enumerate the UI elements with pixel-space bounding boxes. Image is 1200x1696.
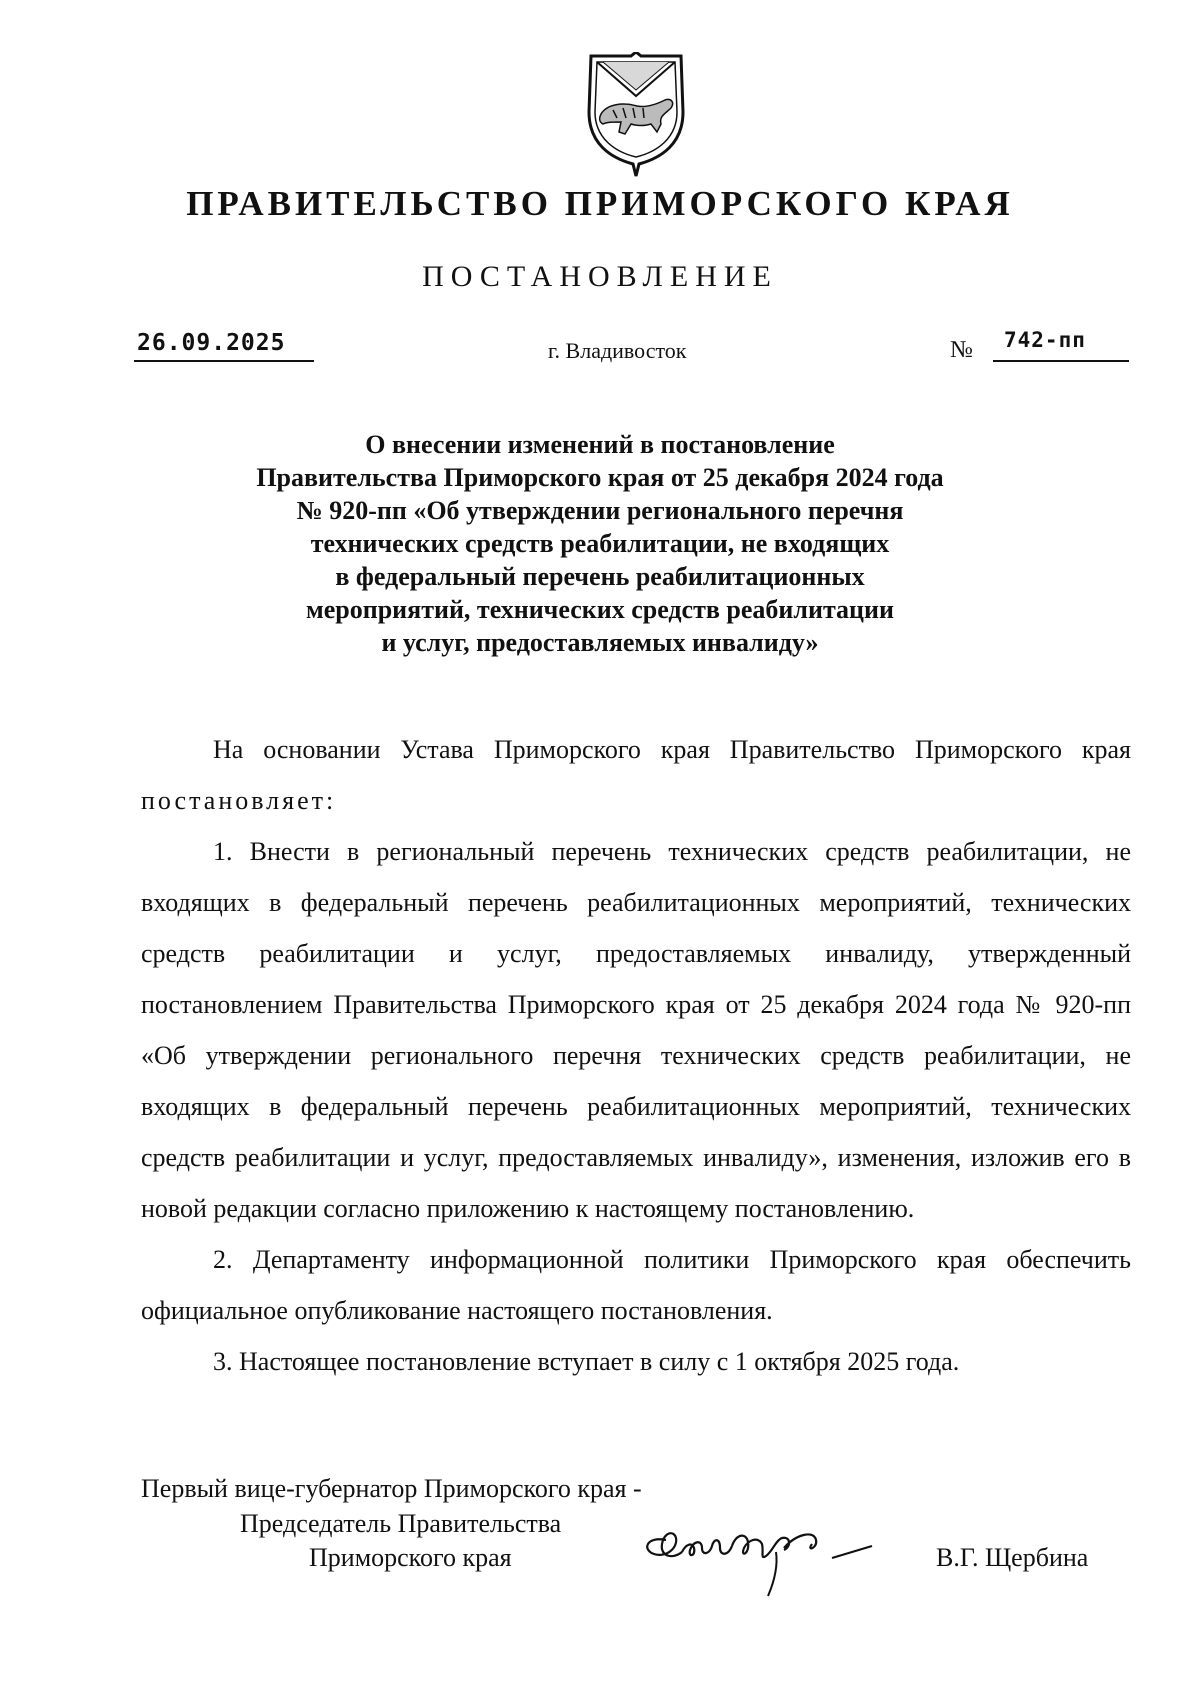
title-line: Правительства Приморского края от 25 декабря 2024 года bbox=[256, 463, 944, 492]
signer-position-line-1: Первый вице-губернатор Приморского края - bbox=[141, 1474, 642, 1503]
item-1-paragraph: 1. Внести в региональный перечень технических средств реабилитации, не входящих в федеральный перечень реабилитационных мероприятий, технических средств реабилитации и услуг, предоставляемых инвалиду, утвержденный постановлением Правительства Приморского края от 25 декабря 2024 года № 920-пп «Об утверждении регионального перечня технических средств реабилитации, не входящих в федеральный перечень реабилитационных мероприятий, технических средств реабилитации и услуг, предоставляемых инвалиду», изменения, изложив его в новой редакции согласно приложению к настоящему постановлению. bbox=[141, 837, 1131, 1223]
preamble-paragraph bbox=[141, 724, 1131, 826]
title-line: № 920-пп «Об утверждении регионального перечня bbox=[296, 496, 904, 525]
signer-position-line-3: Приморского края bbox=[309, 1543, 512, 1572]
title-line: О внесении изменений в постановление bbox=[365, 430, 835, 459]
title-line: и услуг, предоставляемых инвалиду» bbox=[381, 628, 819, 657]
handwritten-signature bbox=[636, 1504, 878, 1600]
title-line: в федеральный перечень реабилитационных bbox=[335, 562, 865, 591]
organization-heading: ПРАВИТЕЛЬСТВО ПРИМОРСКОГО КРАЯ bbox=[186, 184, 1014, 223]
title-line: технических средств реабилитации, не входящих bbox=[310, 529, 890, 558]
preamble-verb: постановляет: bbox=[141, 786, 337, 815]
document-title bbox=[150, 428, 1050, 659]
title-line: мероприятий, технических средств реабилитации bbox=[306, 595, 894, 624]
document-type: ПОСТАНОВЛЕНИЕ bbox=[422, 260, 778, 293]
date-underline bbox=[134, 360, 314, 362]
number-sign: № bbox=[950, 337, 973, 363]
document-body bbox=[141, 724, 1131, 1387]
document-date: 26.09.2025 bbox=[137, 330, 286, 356]
item-3-paragraph: 3. Настоящее постановление вступает в силу с 1 октября 2025 года. bbox=[213, 1347, 960, 1376]
signer-position-line-2: Председатель Правительства bbox=[240, 1509, 562, 1538]
signer-name: В.Г. Щербина bbox=[936, 1543, 1089, 1572]
document-city: г. Владивосток bbox=[548, 338, 687, 363]
preamble-text: На основании Устава Приморского края Правительство Приморского края bbox=[213, 735, 1131, 764]
item-2-paragraph: 2. Департаменту информационной политики Приморского края обеспечить официальное опубликование настоящего постановления. bbox=[141, 1245, 1131, 1325]
number-underline bbox=[993, 360, 1129, 362]
coat-of-arms-emblem bbox=[579, 52, 693, 178]
document-number: 742-пп bbox=[1004, 328, 1086, 352]
